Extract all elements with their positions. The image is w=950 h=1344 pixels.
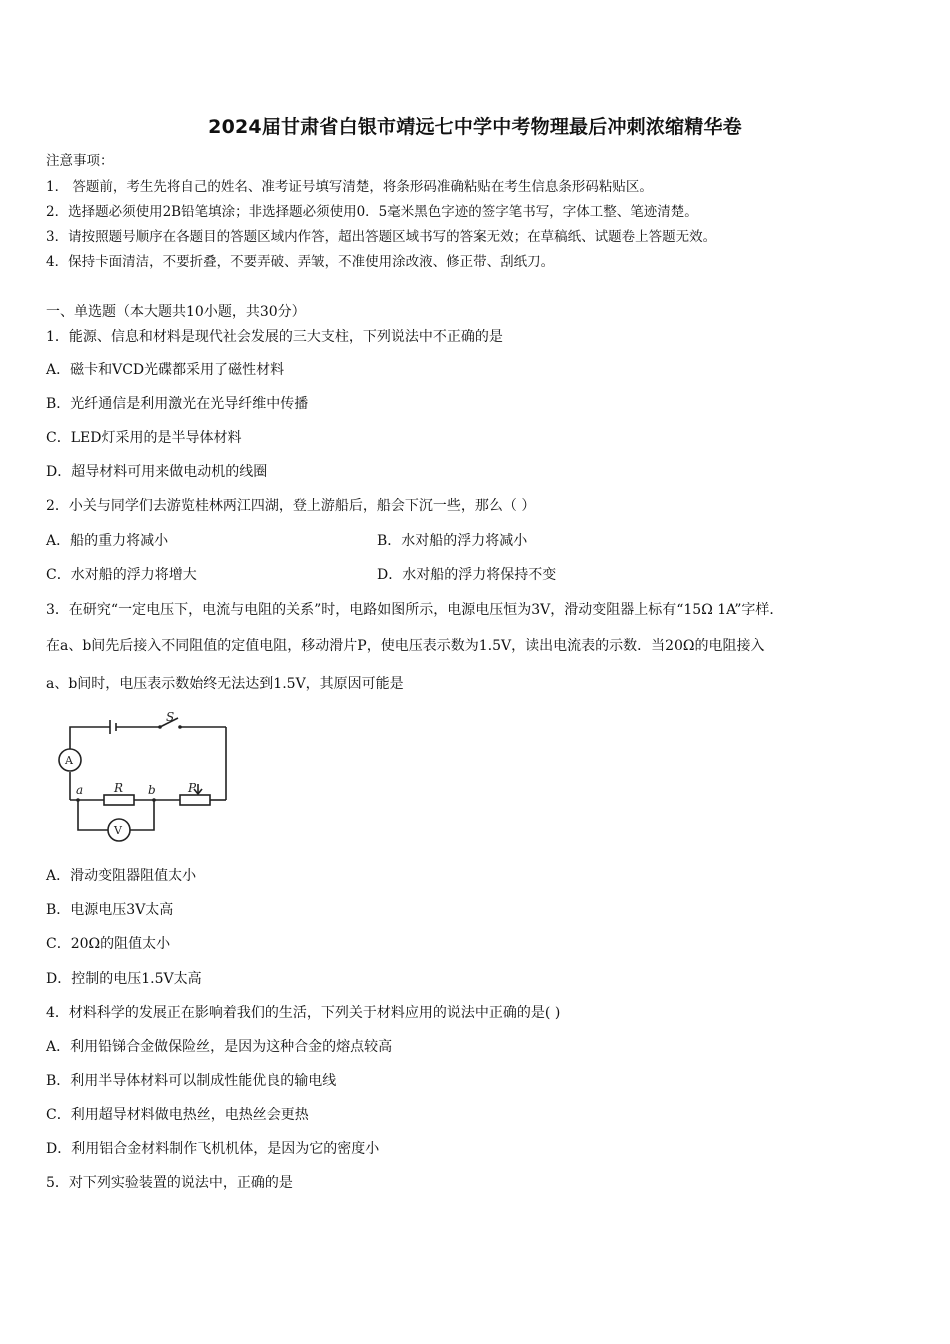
switch-label: S — [166, 712, 175, 724]
notice-heading: 注意事项： — [46, 153, 114, 169]
switch-contact — [158, 725, 162, 729]
notice-item: 1． 答题前，考生先将自己的姓名、准考证号填写清楚，将条形码准确粘贴在考生信息条形码粘贴区。 — [46, 179, 653, 195]
switch-contact — [178, 725, 182, 729]
voltmeter-label: V — [114, 824, 122, 837]
question-1-stem: 1．能源、信息和材料是现代社会发展的三大支柱，下列说法中不正确的是 — [46, 329, 503, 345]
section-heading: 一、单选题（本大题共10小题，共30分） — [46, 304, 306, 320]
question-3-stem-line: a、b间时，电压表示数始终无法达到1.5V，其原因可能是 — [46, 676, 404, 692]
question-2-option-b: B．水对船的浮力将减小 — [377, 533, 528, 549]
question-3-stem-line: 在a、b间先后接入不同阻值的定值电阻，移动滑片P，使电压表示数为1.5V，读出电流表的示数．当20Ω的电阻接入 — [46, 638, 765, 654]
slider-label: P — [188, 781, 197, 795]
notice-item: 2．选择题必须使用2B铅笔填涂；非选择题必须使用0．5毫米黑色字迹的签字笔书写，字体工整、笔迹清楚。 — [46, 204, 698, 220]
circuit-diagram — [50, 712, 240, 850]
question-3-option-b: B．电源电压3V太高 — [46, 902, 174, 918]
question-3-option-a: A．滑动变阻器阻值太小 — [46, 868, 197, 884]
question-4-option-d: D．利用铝合金材料制作飞机机体，是因为它的密度小 — [46, 1141, 380, 1157]
junction-dot — [76, 798, 80, 802]
question-3-option-c: C．20Ω的阻值太小 — [46, 936, 171, 952]
question-3-stem-line: 3．在研究“一定电压下，电流与电阻的关系”时，电路如图所示，电源电压恒为3V，滑动变阻器上标有“15Ω 1A”字样． — [46, 602, 784, 618]
question-3-option-d: D．控制的电压1.5V太高 — [46, 971, 202, 987]
question-2-option-a: A．船的重力将减小 — [46, 533, 169, 549]
question-4-stem: 4．材料科学的发展正在影响着我们的生活，下列关于材料应用的说法中正确的是( ) — [46, 1005, 561, 1021]
junction-dot — [152, 798, 156, 802]
question-1-option-c: C．LED灯采用的是半导体材料 — [46, 430, 242, 446]
question-1-option-d: D．超导材料可用来做电动机的线圈 — [46, 464, 268, 480]
notice-item: 4．保持卡面清洁，不要折叠，不要弄破、弄皱，不准使用涂改液、修正带、刮纸刀。 — [46, 254, 555, 270]
ammeter-label: A — [65, 754, 73, 767]
question-1-option-b: B．光纤通信是利用激光在光导纤维中传播 — [46, 396, 309, 412]
question-2-stem: 2．小关与同学们去游览桂林两江四湖，登上游船后，船会下沉一些，那么（ ） — [46, 498, 536, 514]
question-4-option-a: A．利用铅锑合金做保险丝，是因为这种合金的熔点较高 — [46, 1039, 393, 1055]
question-4-option-c: C．利用超导材料做电热丝，电热丝会更热 — [46, 1107, 309, 1123]
question-2-option-c: C．水对船的浮力将增大 — [46, 567, 197, 583]
point-b-label: b — [148, 783, 156, 797]
question-4-option-b: B．利用半导体材料可以制成性能优良的输电线 — [46, 1073, 337, 1089]
question-2-option-d: D．水对船的浮力将保持不变 — [377, 567, 557, 583]
question-1-option-a: A．磁卡和VCD光碟都采用了磁性材料 — [46, 362, 285, 378]
question-5-stem: 5．对下列实验装置的说法中，正确的是 — [46, 1175, 293, 1191]
resistor-label: R — [114, 781, 124, 795]
point-a-label: a — [76, 783, 84, 797]
circuit-wires — [70, 718, 226, 830]
notice-item: 3．请按照题号顺序在各题目的答题区域内作答，超出答题区域书写的答案无效；在草稿纸、试题卷上答题无效。 — [46, 229, 717, 245]
page-title: 2024届甘肃省白银市靖远七中学中考物理最后冲刺浓缩精华卷 — [208, 116, 742, 138]
